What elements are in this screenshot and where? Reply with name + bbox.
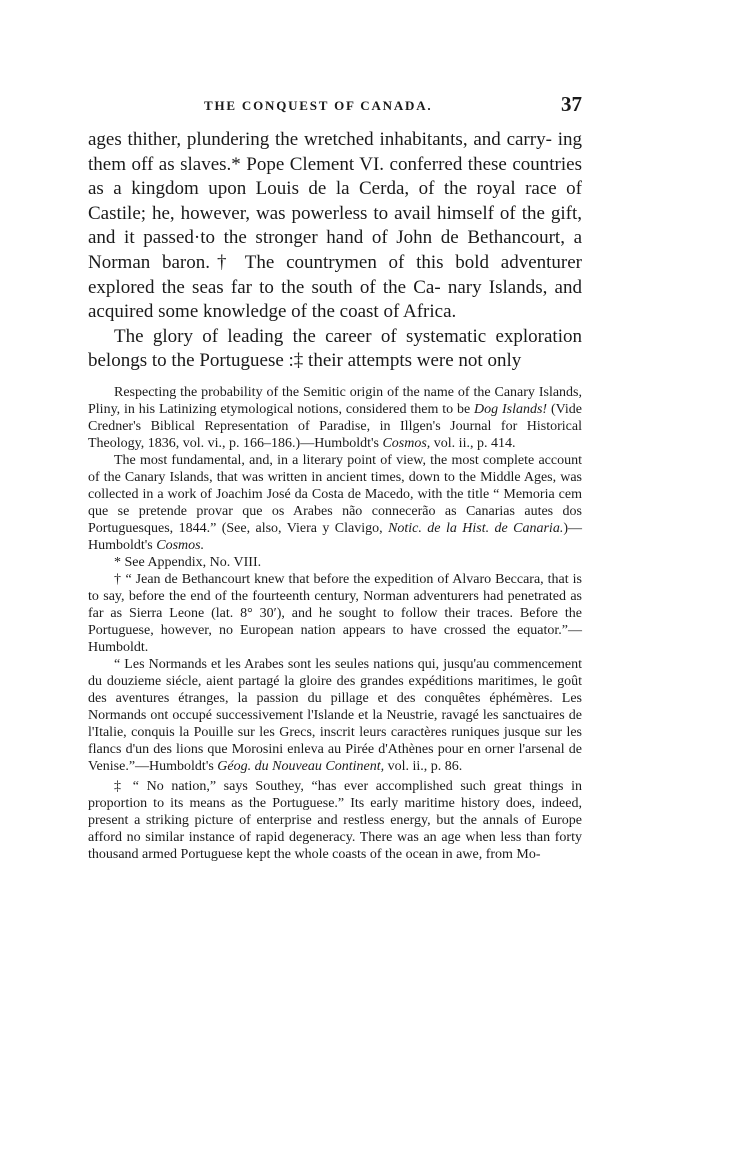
- text-line: ages thither, plundering the wretched inhabitants, and carry-: [88, 129, 558, 150]
- main-text: [88, 128, 582, 374]
- text-line: race of Castile; he, however, was powerless to avail himself: [88, 178, 582, 224]
- text-line: Bethancourt, a Norman baron.† The countrymen of this: [88, 227, 582, 273]
- text-line: countries as a kingdom upon Louis de la Cerda, of the royal: [88, 153, 582, 200]
- text-line: belongs to the Portuguese :‡ their attempts were not only: [88, 350, 522, 372]
- paragraph-1: [88, 128, 582, 325]
- footnote-canary-origin: Respecting the probability of the Semitic origin of the name of the Canary Islands, Pliny, in his Latinizing etymological notions, considered them to be Dog Islands! (Vide Credner's Biblical Representation of Paradise, in Illgen's Journal for Historical Theology, 1836, vol. vi., p. 166–186.)—Humboldt's Cosmos, vol. ii., p. 414.: [88, 385, 582, 451]
- footnote-bethancourt: † “ Jean de Bethancourt knew that before the expedition of Alvaro Beccara, that is to say, before the end of the fourteenth century, Norman adventurers had penetrated as far as Sierra Leone (lat. 8° 30′), and he sought to follow their traces. Before the Portuguese, however, no European nation appears to have crossed the equator.”—Humboldt.: [88, 572, 582, 655]
- text-line: ing them off as slaves.* Pope Clement VI. conferred these: [88, 129, 582, 175]
- text-line: Africa.: [402, 301, 457, 323]
- footnote-normands: “ Les Normands et les Arabes sont les seules nations qui, jusqu'au commencement du douzieme siécle, aient partagé la gloire des grandes expéditions maritimes, le goût des aventures étranges, la passion du pillage et des conquêtes éphémères. Les Normands ont occupé successivement l'Islande et la Neustrie, ravagé les sanctuaires de l'Italie, conquis la Pouille sur les Grecs, inscrit leurs caractères runiques jusque sur les flancs d'un des lions que Morosini enleva au Pirée d'Athènes pour en orner l'arsenal de Venise.”—Humboldt's Géog. du Nouveau Continent, vol. ii., p. 86.: [88, 657, 582, 774]
- footnotes: [88, 384, 582, 863]
- footnote-appendix: * See Appendix, No. VIII.: [114, 555, 262, 570]
- text-line: bold adventurer explored the seas far to the south of the Ca-: [88, 251, 582, 298]
- running-header: [88, 92, 582, 122]
- text-line: The glory of leading the career of systematic exploration: [114, 325, 582, 347]
- text-line: nary Islands, and acquired some knowledge of the coast of: [88, 276, 582, 323]
- footnote-southey: ‡ “ No nation,” says Southey, “has ever accomplished such great things in proportion to its means as the Portuguese.” Its early maritime history does, indeed, present a striking picture of enterprise and restless energy, but the annals of Europe afford no similar instance of rapid degeneracy. There was an age when less than forty thousand armed Portuguese kept the whole coasts of the ocean in awe, from Mo-: [88, 779, 582, 862]
- running-title: THE CONQUEST OF CANADA.: [204, 98, 433, 113]
- text-line: of the gift, and it passed·to the stronger hand of John de: [88, 202, 582, 249]
- page-number: 37: [561, 92, 582, 116]
- paragraph-2: [88, 325, 582, 374]
- footnote-canary-account: The most fundamental, and, in a literary point of view, the most complete account of the Canary Islands, that was written in ancient times, down to the Middle Ages, was collected in a work of Joachim José da Costa de Macedo, with the title “ Memoria cem que se pretende provar que os Arabes não connecerão as Canarias autes dos Portuguesques, 1844.” (See, also, Viera y Clavigo, Notic. de la Hist. de Canaria.)—Humboldt's Cosmos.: [88, 453, 582, 553]
